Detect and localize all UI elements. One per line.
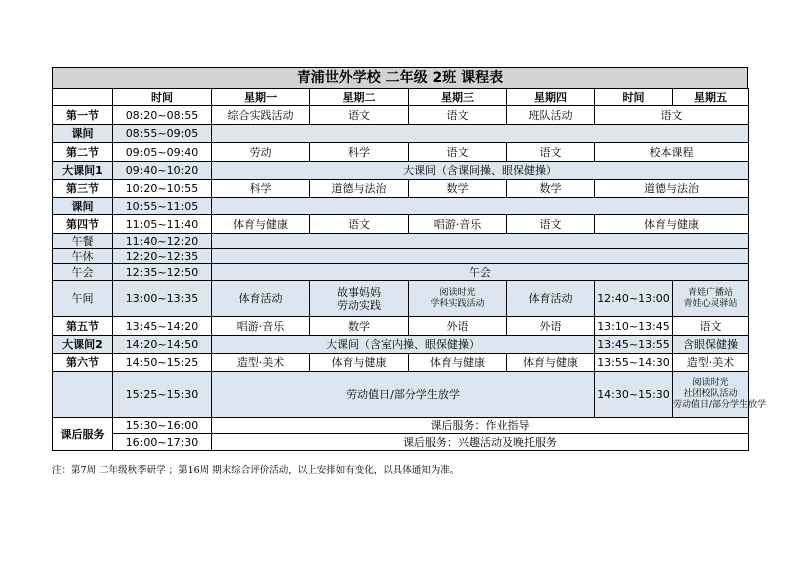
course-cell: 语文 [310,215,409,234]
course-cell: 语文 [409,143,507,162]
course-cell: 体育与健康 [595,215,749,234]
break-cell: 含眼保健操 [673,336,749,354]
timetable-sheet [52,67,767,451]
period-label: 第四节 [53,215,113,234]
course-cell: 班队活动 [507,106,595,125]
table-row [53,143,749,162]
after-school-label: 课后服务 [53,418,113,451]
table-row [53,198,749,215]
time-cell: 15:30~16:00 [113,418,212,434]
table-row [53,434,749,451]
period-label: 午间 [53,281,113,317]
table-row [53,106,749,125]
period-label: 第三节 [53,180,113,198]
course-line: 劳动实践 [337,298,381,312]
time-cell: 08:20~08:55 [113,106,212,125]
course-line: 青娃广播站 [687,287,733,298]
time-cell: 16:00~17:30 [113,434,212,451]
time-cell: 10:55~11:05 [113,198,212,215]
timetable [52,88,767,451]
course-line: 社团校队活动 [683,389,738,399]
period-label: 午餐 [53,234,113,249]
course-cell: 科学 [212,180,310,198]
course-cell: 造型·美术 [673,354,749,372]
header-time: 时间 [113,89,212,106]
course-line: 故事妈妈 [337,285,381,299]
period-label: 大课间1 [53,162,113,180]
course-cell: 语文 [507,215,595,234]
table-row [53,354,749,372]
header-time2: 时间 [595,89,673,106]
course-cell [310,281,409,317]
header-tue: 星期二 [310,89,409,106]
course-cell: 语文 [673,317,749,336]
course-cell: 造型·美术 [212,354,310,372]
time-cell: 15:25~15:30 [113,372,212,418]
table-row [53,264,749,281]
course-cell: 唱游·音乐 [409,215,507,234]
period-label: 课间 [53,198,113,215]
course-cell: 外语 [507,317,595,336]
header-row [53,89,749,106]
table-row [53,162,749,180]
period-label: 第二节 [53,143,113,162]
time-cell: 09:05~09:40 [113,143,212,162]
course-cell: 劳动 [212,143,310,162]
course-cell [673,372,767,418]
course-line: 劳动值日/部分学生放学 [673,400,767,410]
period-label: 第六节 [53,354,113,372]
time-cell: 13:00~13:35 [113,281,212,317]
table-row [53,234,749,249]
course-line: 学科实践活动 [430,298,485,309]
dismissal-cell: 劳动值日/部分学生放学 [212,372,595,418]
break-cell: 午会 [212,264,749,281]
table-row [53,180,749,198]
course-cell [673,281,749,317]
time-cell: 08:55~09:05 [113,125,212,143]
course-cell: 唱游·音乐 [212,317,310,336]
service-cell: 课后服务：作业指导 [212,418,749,434]
corner-cell [53,89,113,106]
course-cell: 语文 [595,106,749,125]
course-line: 青娃心灵驿站 [683,298,738,309]
time-cell: 14:50~15:25 [113,354,212,372]
header-wed: 星期三 [409,89,507,106]
table-row [53,215,749,234]
course-cell: 语文 [507,143,595,162]
header-fri: 星期五 [673,89,749,106]
page-title: 青浦世外学校 二年级 2班 课程表 [52,67,748,88]
course-cell: 数学 [507,180,595,198]
break-cell [212,249,749,264]
table-row [53,336,749,354]
period-label: 大课间2 [53,336,113,354]
course-cell: 外语 [409,317,507,336]
table-row [53,249,749,264]
course-cell: 综合实践活动 [212,106,310,125]
time-cell: 12:35~12:50 [113,264,212,281]
table-row [53,418,749,434]
course-cell: 体育活动 [507,281,595,317]
course-cell [409,281,507,317]
course-cell: 语文 [409,106,507,125]
course-line: 阅读时光 [439,287,476,298]
break-cell: 大课间（含室内操、眼保健操） [212,336,595,354]
course-cell: 体育与健康 [409,354,507,372]
course-cell: 体育与健康 [212,215,310,234]
course-cell: 体育与健康 [310,354,409,372]
course-cell: 道德与法治 [310,180,409,198]
break-cell [212,198,749,215]
time-cell: 10:20~10:55 [113,180,212,198]
break-cell [212,234,749,249]
table-row [53,281,749,317]
course-cell: 体育与健康 [507,354,595,372]
table-row [53,372,749,418]
footnote: 注：第7周 二年级秋季研学 ；第16周 期末综合评价活动，以上安排如有变化，以具体通知为准。 [52,465,460,476]
period-label: 课间 [53,125,113,143]
time-cell: 11:40~12:20 [113,234,212,249]
course-line: 阅读时光 [692,378,729,388]
time-cell: 13:55~14:30 [595,354,673,372]
time-cell: 12:20~12:35 [113,249,212,264]
period-label: 午会 [53,264,113,281]
break-cell [212,125,749,143]
course-cell: 语文 [310,106,409,125]
table-row [53,125,749,143]
period-label: 第五节 [53,317,113,336]
course-cell: 数学 [310,317,409,336]
period-label: 第一节 [53,106,113,125]
time-cell: 11:05~11:40 [113,215,212,234]
service-cell: 课后服务：兴趣活动及晚托服务 [212,434,749,451]
time-cell: 13:45~13:55 [595,336,673,354]
course-cell: 道德与法治 [595,180,749,198]
course-cell: 校本课程 [595,143,749,162]
table-row [53,317,749,336]
period-label: 午休 [53,249,113,264]
header-mon: 星期一 [212,89,310,106]
time-cell: 09:40~10:20 [113,162,212,180]
time-cell: 14:30~15:30 [595,372,673,418]
time-cell: 13:45~14:20 [113,317,212,336]
time-cell: 14:20~14:50 [113,336,212,354]
course-cell: 科学 [310,143,409,162]
course-cell: 数学 [409,180,507,198]
header-thu: 星期四 [507,89,595,106]
break-cell: 大课间（含课间操、眼保健操） [212,162,749,180]
period-label [53,372,113,418]
course-cell: 体育活动 [212,281,310,317]
time-cell: 12:40~13:00 [595,281,673,317]
time-cell: 13:10~13:45 [595,317,673,336]
